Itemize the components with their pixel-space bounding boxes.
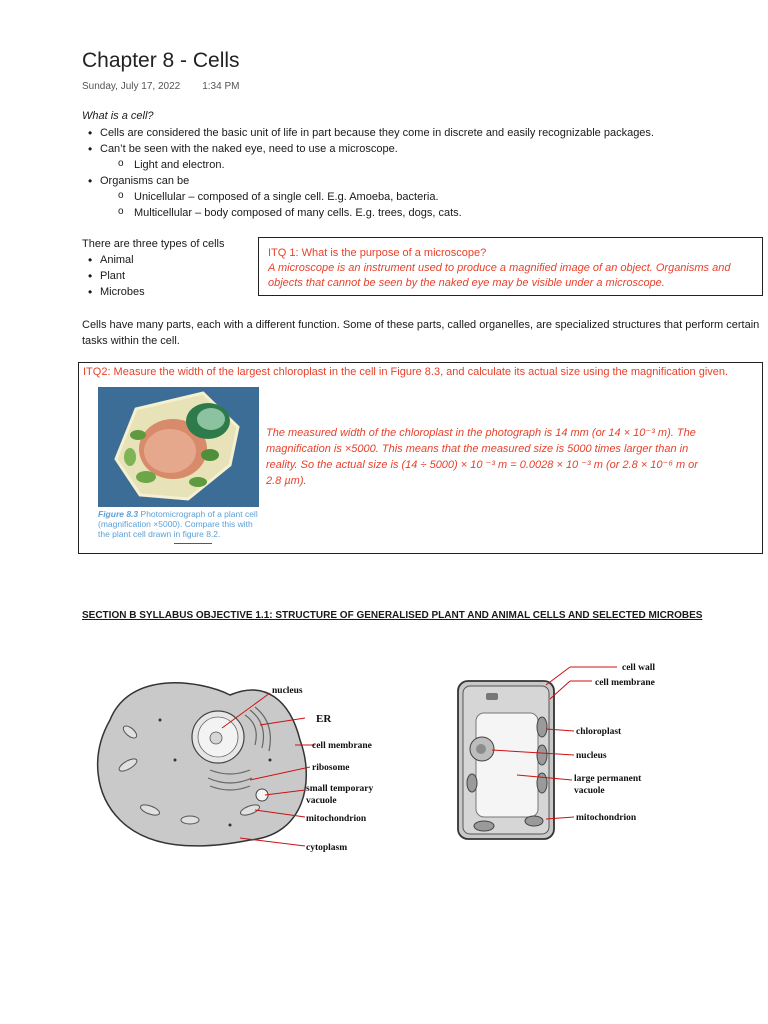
cell-types-list [82, 252, 145, 300]
organelles-paragraph: Cells have many parts, each with a different function. Some of these parts, called organelles, are specialized structures that perform certain tasks within the cell. [82, 319, 760, 347]
animal-label-vacuole-line2: vacuole [306, 796, 337, 806]
animal-label-nucleus: nucleus [272, 686, 303, 696]
animal-label-membrane: cell membrane [312, 741, 372, 751]
figure-caption-label: Figure 8.3 [98, 509, 139, 519]
plant-label-nucleus: nucleus [576, 751, 607, 761]
section-heading: SECTION B SYLLABUS OBJECTIVE 1.1: STRUCTURE OF GENERALISED PLANT AND ANIMAL CELLS AND SELECTED MICROBES [82, 610, 703, 621]
list-item: o Unicellular – composed of a single cell. E.g. Amoeba, bacteria. [82, 189, 762, 205]
itq2-answer: The measured width of the chloroplast in the photograph is 14 mm (or 14 × 10⁻³ m). The magnification is ×5000. This means that the measured size is 5000 times larger than in reality. So the actual size is (14 ÷ 5000) × 10 ⁻³ m = 0.0028 × 10 ⁻³ m (or 2.8 × 10⁻⁶ m or 2.8 µm). [266, 427, 698, 487]
date-text: Sunday, July 17, 2022 [82, 81, 181, 92]
animal-label-er: ER [316, 713, 332, 725]
page-date [82, 81, 261, 92]
plant-label-chloroplast: chloroplast [576, 727, 622, 737]
list-item: • Animal [82, 252, 145, 268]
plant-label-cell-wall: cell wall [622, 663, 655, 673]
list-item: • Cells are considered the basic unit of life in part because they come in discrete and easily recognizable packages. [82, 125, 762, 141]
intro-bullet-list [82, 125, 762, 221]
list-item: o Light and electron. [82, 157, 762, 173]
animal-label-vacuole-line1: small temporary [306, 784, 374, 794]
list-item: • Plant [82, 268, 145, 284]
caption-underline [174, 543, 212, 544]
plant-label-mitochondrion: mitochondrion [576, 813, 637, 823]
itq1-box [258, 237, 763, 296]
page-title: Chapter 8 - Cells [82, 49, 240, 72]
itq1-answer: A microscope is an instrument used to produce a magnified image of an object. Organisms and objects that cannot be seen by the naked eye may be visible under a microscope. [268, 262, 731, 289]
list-item: • Organisms can be [82, 173, 762, 189]
plant-label-vacuole-line1: large permanent [574, 774, 642, 784]
plant-label-vacuole-line2: vacuole [574, 786, 605, 796]
plant-label-cell-membrane: cell membrane [595, 678, 655, 688]
animal-label-cytoplasm: cytoplasm [306, 843, 348, 853]
cell-question: What is a cell? [82, 110, 154, 122]
plant-cell-diagram [452, 655, 682, 850]
animal-label-ribosome: ribosome [312, 763, 350, 773]
animal-label-mitochondrion: mitochondrion [306, 814, 367, 824]
itq1-question: ITQ 1: What is the purpose of a microscope? [268, 247, 487, 259]
list-item: o Multicellular – body composed of many cells. E.g. trees, dogs, cats. [82, 205, 762, 221]
figure-caption-text: Photomicrograph of a plant cell (magnification ×5000). Compare this with the plant cell drawn in figure 8.2. [98, 509, 258, 539]
list-item: • Can’t be seen with the naked eye, need to use a microscope. [82, 141, 762, 157]
cell-types-intro: There are three types of cells [82, 238, 225, 250]
itq2-question: ITQ2: Measure the width of the largest chloroplast in the cell in Figure 8.3, and calculate its actual size using the magnification given. [83, 366, 729, 378]
itq2-box [78, 362, 763, 554]
list-item: • Microbes [82, 284, 145, 300]
time-text: 1:34 PM [202, 81, 240, 92]
animal-cell-diagram [90, 660, 390, 860]
plant-cell-micrograph [98, 387, 259, 507]
figure-caption [98, 509, 258, 539]
